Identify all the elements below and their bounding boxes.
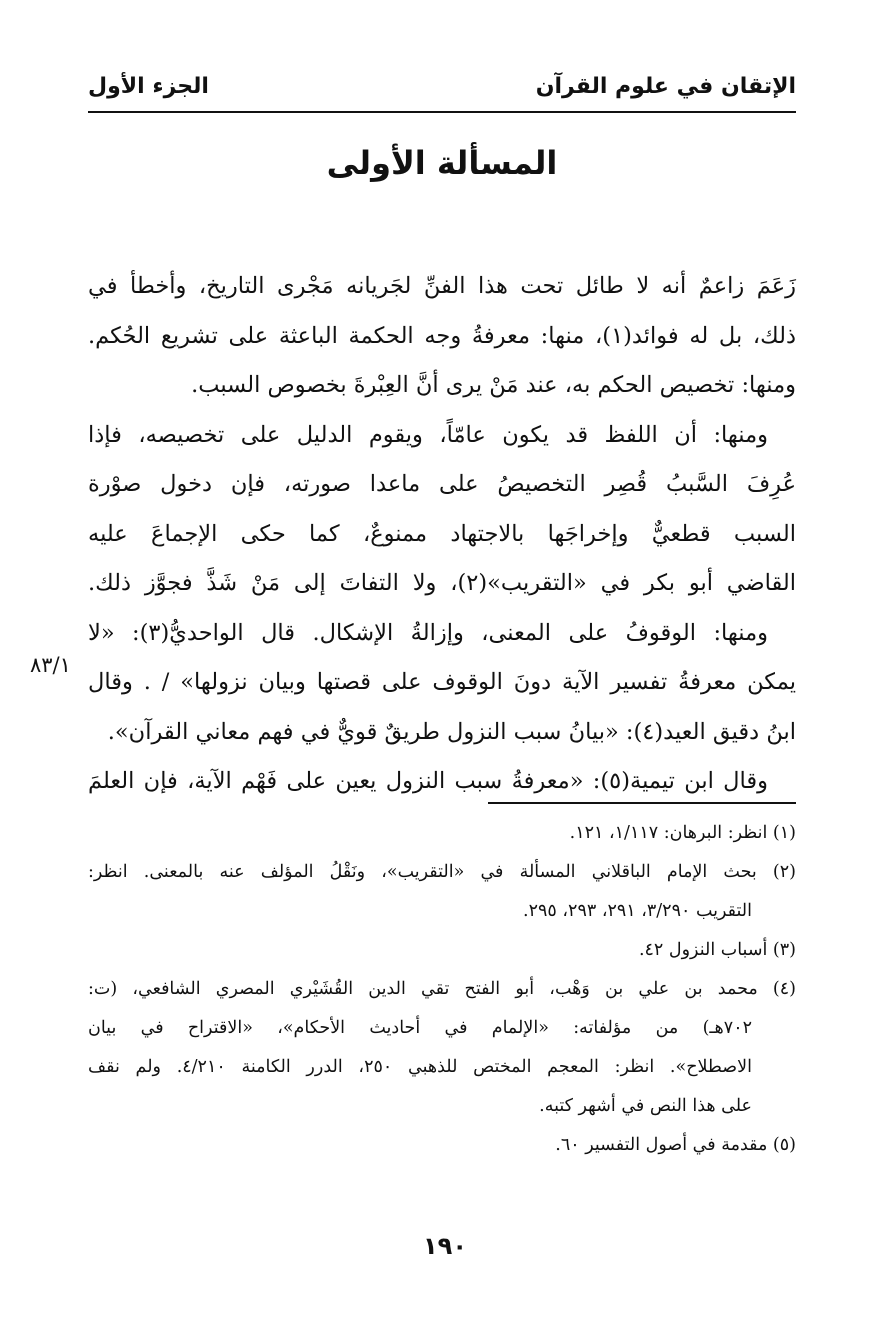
footnote-line: (٤) محمد بن علي بن وَهْب، أبو الفتح تقي الدين القُشَيْري المصري الشافعي، (ت: [88,979,796,999]
footnote-separator [488,802,796,804]
header-rule [88,111,796,113]
body-line: ذلك، بل له فوائد(١)، منها: معرفةُ وجه الحكمة الباعثة على تشريع الحُكم. [88,322,796,349]
body-line: ومنها: أن اللفظ قد يكون عامّاً، ويقوم الدليل على تخصيصه، فإذا [88,421,768,448]
footnote-line: التقريب ٣/٢٩٠، ٢٩١، ٢٩٣، ٢٩٥. [523,901,752,921]
running-header-volume: الجزء الأول [88,74,209,99]
body-line: ومنها: تخصيص الحكم به، عند مَنْ يرى أنَّ العِبْرةَ بخصوص السبب. [191,372,796,398]
page-number: ١٩٠ [423,1232,467,1260]
body-line: وقال ابن تيمية(٥): «معرفةُ سبب النزول يعين على فَهْم الآية، فإن العلمَ [88,768,768,794]
footnote-line: الاصطلاح». انظر: المعجم المختص للذهبي ٢٥٠، الدرر الكامنة ٤/٢١٠. ولم نقف [88,1057,752,1077]
body-line: السبب قطعيٌّ وإخراجَها بالاجتهاد ممنوعٌ، كما حكى الإجماعَ عليه [88,520,796,547]
body-line: القاضي أبو بكر في «التقريب»(٢)، ولا التفاتَ إلى مَنْ شَذَّ فجوَّز ذلك. [88,570,796,596]
running-header [88,70,796,114]
footnotes [88,814,796,1165]
body-line: زَعَمَ زاعمٌ أنه لا طائل تحت هذا الفنِّ لجَريانه مَجْرى التاريخ، وأخطأ في [88,273,796,299]
footnote-line: (١) انظر: البرهان: ١/١١٧، ١٢١. [569,823,796,843]
footnote-line: على هذا النص في أشهر كتبه. [539,1096,752,1116]
body-text [88,262,796,807]
running-header-title: الإتقان في علوم القرآن [535,74,796,99]
footnote-line: (٥) مقدمة في أصول التفسير ٦٠. [555,1135,796,1155]
margin-reference: ٨٣/١ [30,653,71,677]
footnote-line: ٧٠٢هـ) من مؤلفاته: «الإلمام في أحاديث الأحكام»، «الاقتراح في بيان [88,1018,752,1038]
footnote-line: (٢) بحث الإمام الباقلاني المسألة في «التقريب»، ونَقْلُ المؤلف عنه بالمعنى. انظر: [88,862,796,882]
body-line: عُرِفَ السَّببُ قُصِر التخصيصُ على ماعدا صورته، فإن دخول صوْرة [88,471,796,497]
footnote-line: (٣) أسباب النزول ٤٢. [638,940,796,960]
body-line: يمكن معرفةُ تفسير الآية دونَ الوقوف على قصتها وبيان نزولها» / . وقال [88,669,796,695]
section-title: المسألة الأولى [326,144,558,182]
body-line: ومنها: الوقوفُ على المعنى، وإزالةُ الإشكال. قال الواحديُّ(٣): «لا [88,619,768,646]
body-line: ابنُ دقيق العيد(٤): «بيانُ سبب النزول طريقٌ قويٌّ في فهم معاني القرآن». [107,718,796,745]
